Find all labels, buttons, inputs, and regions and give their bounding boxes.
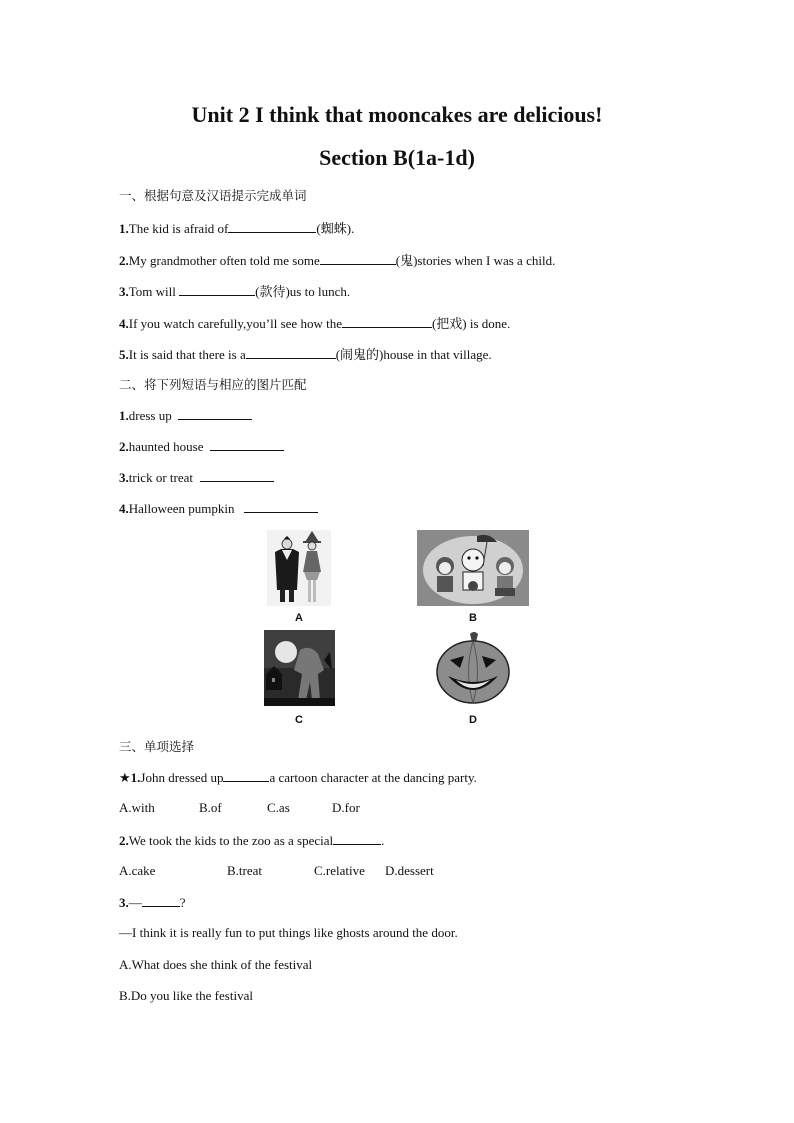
answer-blank[interactable] — [342, 315, 432, 328]
part2-item-4: 4.Halloween pumpkin — [119, 500, 318, 517]
answer-blank[interactable] — [179, 283, 255, 296]
option-b[interactable]: B.of — [199, 800, 222, 815]
option-c[interactable]: C.relative — [314, 863, 365, 878]
answer-blank[interactable] — [200, 469, 274, 482]
picture-b-caption: B — [469, 612, 477, 624]
answer-blank[interactable] — [246, 346, 336, 359]
picture-a-caption: A — [295, 612, 303, 624]
part3-question-1: ★1.John dressed up a cartoon character at the dancing party. — [119, 770, 477, 785]
picture-c-caption: C — [295, 714, 303, 726]
page-title: Unit 2 I think that mooncakes are delicious! — [191, 102, 603, 127]
part3-q3-reply: —I think it is really fun to put things like ghosts around the door. — [119, 925, 458, 940]
option-a[interactable]: A.with — [119, 800, 155, 815]
answer-blank[interactable] — [210, 438, 284, 451]
part3-q1-options — [119, 800, 360, 816]
part1-item-1: 1.The kid is afraid of (蜘蛛). — [119, 221, 355, 236]
part1-heading: 一、根据句意及汉语提示完成单词 — [119, 188, 307, 203]
part2-item-2: 2.haunted house — [119, 438, 284, 455]
option-d[interactable]: D.dessert — [385, 863, 434, 878]
option-a[interactable]: A.cake — [119, 863, 156, 878]
option-b[interactable]: B.treat — [227, 863, 263, 878]
part3-question-2: 2.We took the kids to the zoo as a special . — [119, 833, 385, 848]
part2-item-3: 3.trick or treat — [119, 469, 274, 486]
picture-b-trick-or-treat — [417, 530, 529, 606]
option-d[interactable]: D.for — [332, 800, 360, 815]
section-subtitle: Section B(1a-1d) — [319, 145, 475, 170]
part1-item-5: 5.It is said that there is a (闹鬼的)house in that village. — [119, 347, 492, 362]
answer-blank[interactable] — [223, 769, 269, 782]
picture-a-costumes — [267, 530, 331, 606]
part3-question-3: 3.— ? — [119, 895, 186, 910]
answer-blank[interactable] — [320, 252, 396, 265]
answer-blank[interactable] — [228, 220, 316, 233]
part2-heading: 二、将下列短语与相应的图片匹配 — [119, 377, 307, 392]
part2-item-1: 1.dress up — [119, 407, 252, 424]
star-icon: ★ — [119, 770, 131, 785]
part1-item-3: 3.Tom will (款待)us to lunch. — [119, 284, 351, 299]
option-c[interactable]: C.as — [267, 800, 290, 815]
answer-blank[interactable] — [333, 832, 381, 845]
part3-q2-options — [119, 863, 434, 879]
picture-c-haunted-house — [264, 630, 335, 706]
part1-item-4: 4.If you watch carefully,you’ll see how the (把戏) is done. — [119, 316, 511, 331]
picture-d-caption: D — [469, 714, 477, 726]
part1-item-2: 2.My grandmother often told me some (鬼)stories when I was a child. — [119, 253, 556, 268]
part3-heading: 三、单项选择 — [119, 739, 195, 754]
option-a[interactable]: A.What does she think of the festival — [119, 957, 313, 972]
picture-d-pumpkin — [434, 630, 512, 706]
answer-blank[interactable] — [244, 500, 318, 513]
answer-blank[interactable] — [178, 407, 252, 420]
answer-blank[interactable] — [142, 894, 180, 907]
option-b[interactable]: B.Do you like the festival — [119, 988, 253, 1003]
